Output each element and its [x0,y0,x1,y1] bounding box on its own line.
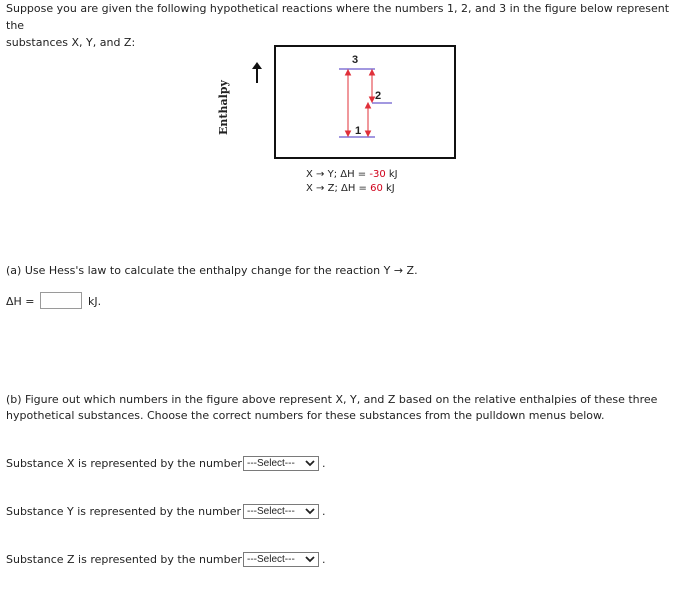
substance-z-label: Substance Z is represented by the number [6,553,242,566]
substance-x-selected: ---Select--- [247,458,295,469]
chevron-down-icon [305,460,315,467]
substance-z-select[interactable] [243,552,319,567]
substance-x-select[interactable] [243,456,319,471]
part-b-line-2: hypothetical substances. Choose the correct numbers for these substances from the pulldown menus below. [6,409,605,422]
intro-text [6,0,686,51]
substance-x-label: Substance X is represented by the number [6,457,242,470]
enthalpy-up-arrow-icon [250,62,264,84]
reaction-1-equation: X → Y; ΔH = [306,169,370,180]
reaction-2 [306,182,395,195]
delta-h-label: ΔH = [6,295,35,308]
part-a-question: (a) Use Hess's law to calculate the enthalpy change for the reaction Y → Z. [6,264,418,277]
reaction-2-equation: X → Z; ΔH = [306,183,371,194]
substance-y-label: Substance Y is represented by the number [6,505,242,518]
substance-y-select[interactable] [243,504,319,519]
delta-h-unit: kJ. [88,295,102,308]
reaction-1-unit: kJ [385,169,398,180]
substance-y-period: . [322,505,326,518]
reaction-2-unit: kJ [382,183,395,194]
arrow-1-to-2-icon [366,103,371,136]
delta-h-input[interactable] [40,292,82,309]
arrow-1-to-3-icon [346,70,351,136]
substance-z-selected: ---Select--- [247,554,295,565]
part-b-line-1: (b) Figure out which numbers in the figure above represent X, Y, and Z based on the relative enthalpies of these three [6,393,658,406]
level-label-3: 3 [352,54,359,66]
reaction-1-value: -30 [369,169,386,180]
level-label-1: 1 [355,125,362,137]
chevron-down-icon [305,556,315,563]
energy-levels [274,45,456,159]
substance-x-period: . [322,457,326,470]
reaction-1 [306,168,398,181]
chevron-down-icon [305,508,315,515]
level-label-2: 2 [375,90,382,102]
enthalpy-axis-label: Enthalpy [217,80,230,135]
arrow-2-to-3-icon [370,70,375,102]
part-b-text [6,392,657,424]
substance-y-selected: ---Select--- [247,506,295,517]
intro-line-1: Suppose you are given the following hypothetical reactions where the numbers 1, 2, and 3 in the figure below represent the [6,2,670,32]
reaction-2-value: 60 [370,183,383,194]
substance-z-period: . [322,553,326,566]
intro-line-2: substances X, Y, and Z: [6,36,136,49]
